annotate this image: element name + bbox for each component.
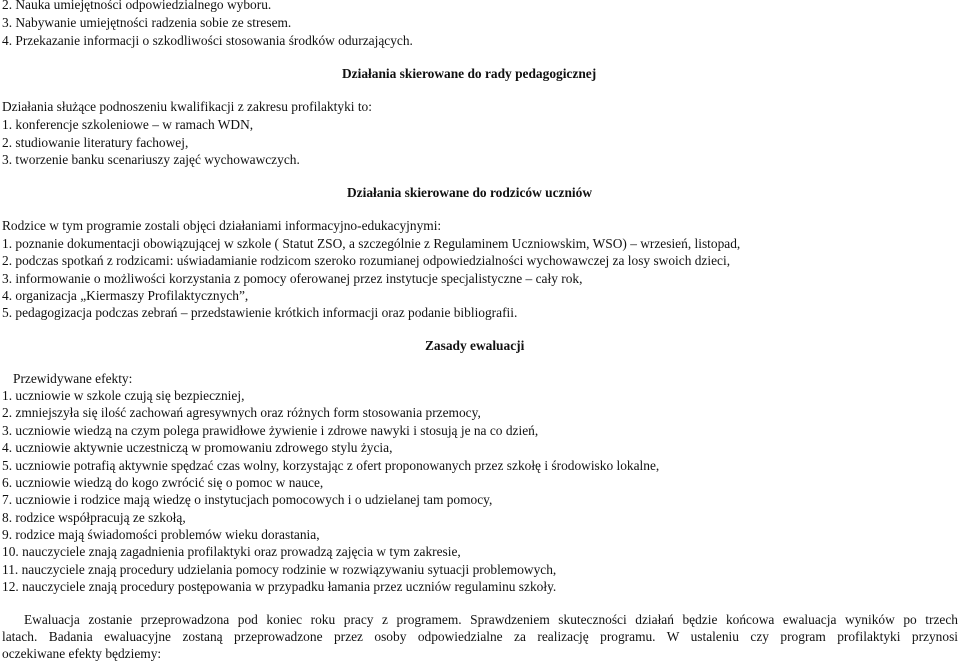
list-item: 4. organizacja „Kiermaszy Profilaktycznych”, (2, 288, 249, 303)
list-item: 1. poznanie dokumentacji obowiązującej w szkole ( Statut ZSO, a szczególnie z Regulaminem Uczniowskim, WSO) – wrzesień, listopad, (2, 236, 741, 251)
list-item: 1. uczniowie w szkole czują się bezpieczniej, (2, 388, 245, 403)
intro-list-item: 2. Nauka umiejętności odpowiedzialnego wyboru. (2, 0, 272, 12)
list-item: 6. uczniowie wiedzą do kogo zwrócić się o pomoc w nauce, (2, 475, 324, 490)
list-item: 5. pedagogizacja podczas zebrań – przedstawienie krótkich informacji oraz podanie bibliografii. (2, 305, 518, 320)
list-item: 2. studiowanie literatury fachowej, (2, 135, 189, 150)
section-teachers-lead: Działania służące podnoszeniu kwalifikacji z zakresu profilaktyki to: (2, 99, 372, 114)
list-item: 9. rodzice mają świadomości problemów wieku dorastania, (2, 527, 320, 542)
list-item: 8. rodzice współpracują ze szkołą, (2, 510, 186, 525)
list-item: 5. uczniowie potrafią aktywnie spędzać czas wolny, korzystając z ofert proponowanych przez szkołę i środowisko lokalne, (2, 458, 660, 473)
list-item: 11. nauczyciele znają procedury udzielania pomocy rodzinie w rozwiązywaniu sytuacji problemowych, (2, 562, 557, 577)
closing-paragraph-line: oczekiwane efekty będziemy: (2, 646, 162, 661)
list-item: 3. informowanie o możliwości korzystania z pomocy oferowanej przez instytucje specjalistyczne – cały rok, (2, 271, 583, 286)
list-item: 7. uczniowie i rodzice mają wiedzę o instytucjach pomocowych i o udzielanej tam pomocy, (2, 492, 493, 507)
list-item: 1. konferencje szkoleniowe – w ramach WDN, (2, 117, 254, 132)
list-item: 10. nauczyciele znają zagadnienia profilaktyki oraz prowadzą zajęcia w tym zakresie, (2, 544, 461, 559)
closing-paragraph-line: latach. Badania ewaluacyjne zostaną przeprowadzone przez osoby odpowiedzialne za realizację programu. W ustaleniu czy program profilaktyki przynosi (2, 629, 958, 644)
list-item: 3. uczniowie wiedzą na czym polega prawidłowe żywienie i zdrowe nawyki i stosują je na co dzień, (2, 423, 539, 438)
closing-paragraph-line: Ewaluacja zostanie przeprowadzona pod koniec roku pracy z programem. Sprawdzeniem skuteczności działań będzie końcowa ewaluacja wyników po trzech (24, 612, 958, 627)
section-parents-lead: Rodzice w tym programie zostali objęci działaniami informacyjno-edukacyjnymi: (2, 218, 442, 233)
section-heading-evaluation: Zasady ewaluacji (425, 338, 525, 353)
list-item: 2. podczas spotkań z rodzicami: uświadamianie rodzicom szeroko rozumianej odpowiedzialności wychowawczej za losy swoich dzieci, (2, 253, 731, 268)
list-item: 12. nauczyciele znają procedury postępowania w przypadku łamania przez uczniów regulaminu szkoły. (2, 579, 557, 594)
intro-list-item: 3. Nabywanie umiejętności radzenia sobie ze stresem. (2, 15, 292, 30)
section-heading-teachers: Działania skierowane do rady pedagogicznej (342, 66, 597, 81)
intro-list-item: 4. Przekazanie informacji o szkodliwości stosowania środków odurzających. (2, 33, 413, 48)
list-item: 2. zmniejszyła się ilość zachowań agresywnych oraz różnych form stosowania przemocy, (2, 405, 481, 420)
list-item: 3. tworzenie banku scenariuszy zajęć wychowawczych. (2, 152, 300, 167)
section-evaluation-lead: Przewidywane efekty: (13, 371, 133, 386)
section-heading-parents: Działania skierowane do rodziców uczniów (347, 185, 592, 200)
list-item: 4. uczniowie aktywnie uczestniczą w promowaniu zdrowego stylu życia, (2, 440, 393, 455)
